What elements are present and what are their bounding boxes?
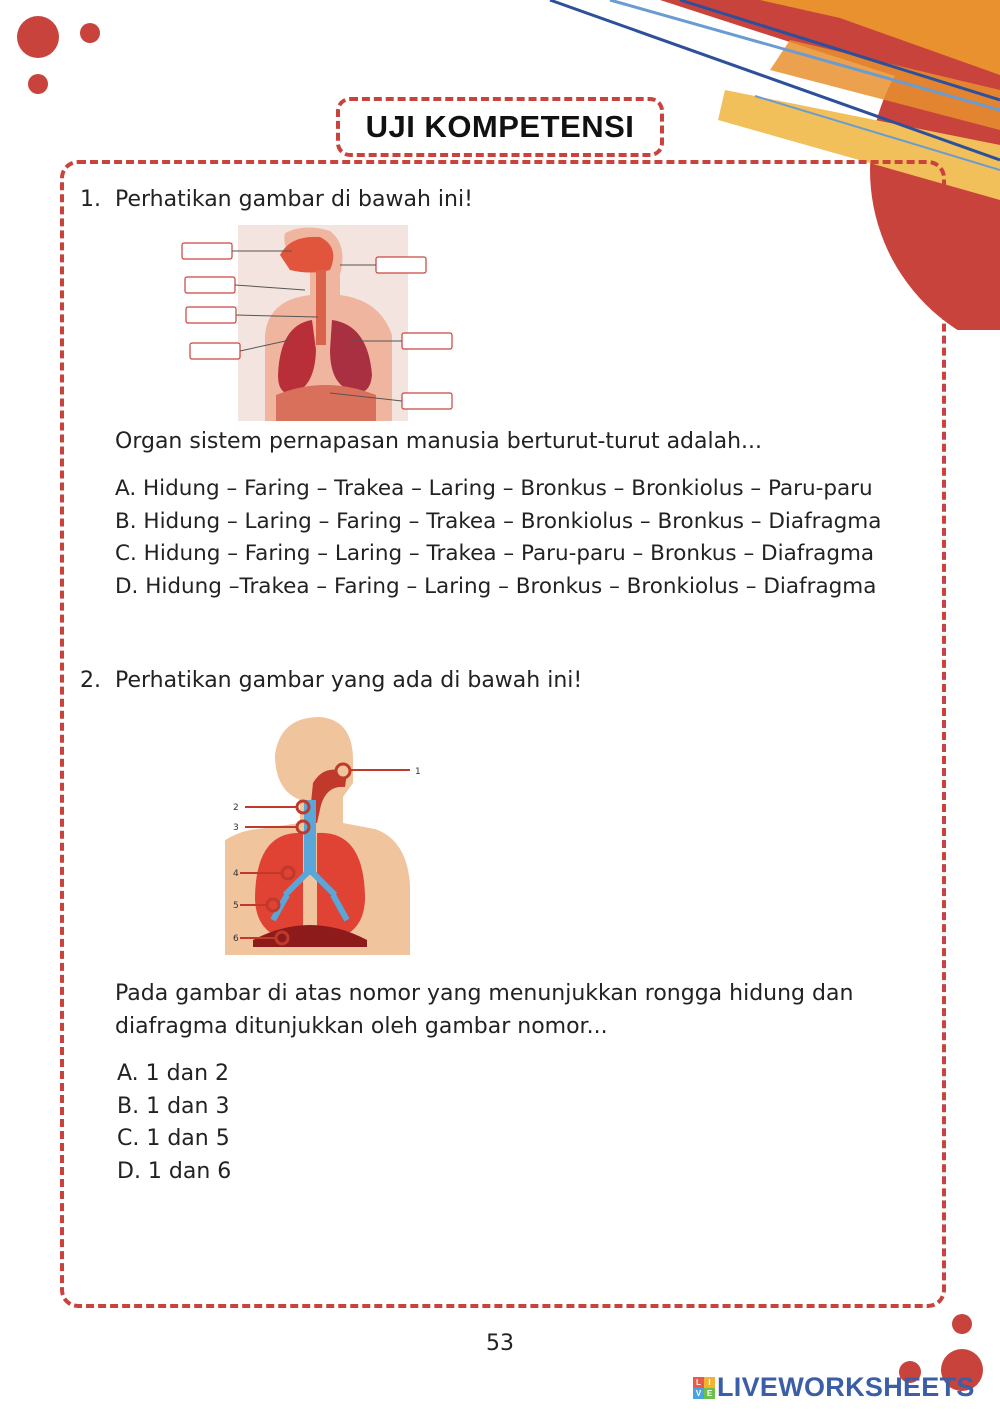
option-c[interactable]: C. Hidung – Faring – Laring – Trakea – Paru-paru – Bronkus – Diafragma	[115, 541, 875, 567]
question-2-text-line-2: diafragma ditunjukkan oleh gambar nomor...	[115, 1014, 608, 1039]
option-d[interactable]: D. 1 dan 6	[117, 1158, 232, 1184]
question-2-prompt: Perhatikan gambar yang ada di bawah ini!	[115, 668, 583, 693]
dots-decoration-top-left	[0, 0, 120, 110]
question-2-number: 2.	[80, 668, 101, 693]
liveworksheets-logo-icon: L I V E	[693, 1377, 715, 1399]
option-b[interactable]: B. Hidung – Laring – Faring – Trakea – Bronkiolus – Bronkus – Diafragma	[115, 508, 882, 534]
page-number: 53	[486, 1331, 514, 1356]
liveworksheets-wordmark: LIVEWORKSHEETS	[717, 1372, 975, 1402]
page-title: UJI KOMPETENSI	[365, 109, 635, 144]
question-2-text-line-1: Pada gambar di atas nomor yang menunjukkan rongga hidung dan	[115, 981, 854, 1006]
figure-label-3: 3	[233, 823, 239, 833]
liveworksheets-branding	[693, 1372, 975, 1403]
respiratory-system-labeled-diagram	[180, 225, 460, 423]
question-1-text: Organ sistem pernapasan manusia berturut-turut adalah...	[115, 429, 763, 454]
question-2-options	[117, 1058, 231, 1188]
figure-label-5: 5	[233, 901, 239, 911]
option-a[interactable]: A. 1 dan 2	[117, 1061, 230, 1086]
figure-label-1: 1	[415, 767, 421, 777]
question-1-prompt: Perhatikan gambar di bawah ini!	[115, 187, 473, 212]
figure-label-2: 2	[233, 803, 239, 813]
option-b[interactable]: B. 1 dan 3	[117, 1093, 230, 1119]
figure-label-4: 4	[233, 869, 239, 879]
option-a[interactable]: A. Hidung – Faring – Trakea – Laring – Bronkus – Bronkiolus – Paru-paru	[115, 476, 873, 501]
option-c[interactable]: C. 1 dan 5	[117, 1126, 230, 1151]
question-1-options	[115, 473, 881, 604]
title-box	[336, 97, 664, 157]
question-1-number: 1.	[80, 187, 101, 212]
respiratory-system-numbered-diagram	[225, 715, 435, 955]
figure-label-6: 6	[233, 934, 239, 944]
option-d[interactable]: D. Hidung –Trakea – Faring – Laring – Bronkus – Bronkiolus – Diafragma	[115, 574, 877, 600]
